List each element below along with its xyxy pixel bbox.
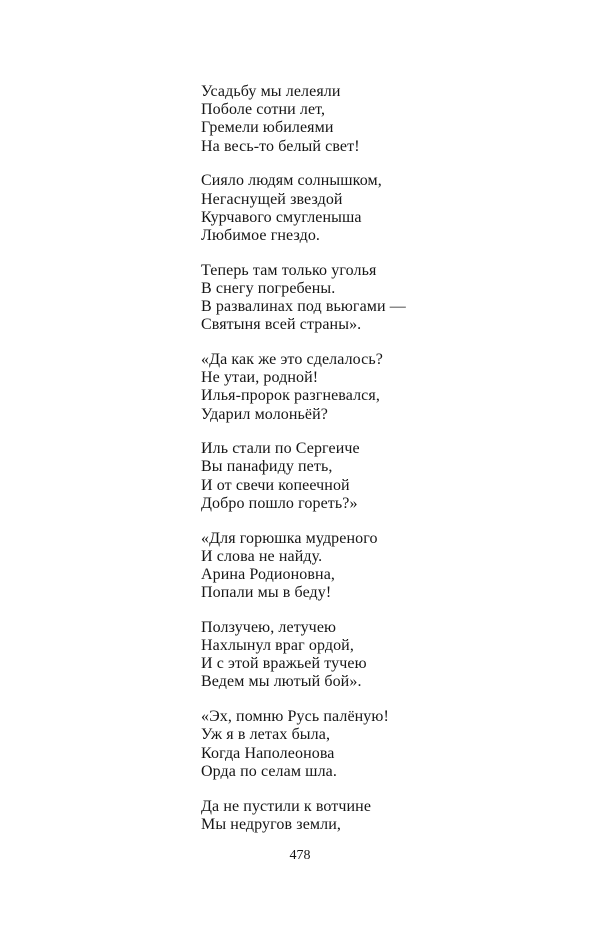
- poem-line: Не утаи, родной!: [201, 369, 319, 387]
- poem-line: Курчавого смугленыша: [201, 208, 362, 226]
- poem-line: Святыня всей страны».: [201, 316, 362, 334]
- poem-line: Гремели юбилеями: [201, 119, 334, 137]
- poem-line: Уж я в летах была,: [201, 726, 331, 744]
- stanza: [201, 619, 501, 692]
- poem-line: Поболе сотни лет,: [201, 101, 326, 119]
- stanza: [201, 262, 501, 335]
- stanza: [201, 172, 501, 245]
- poem-line: Добро пошло гореть?»: [201, 494, 358, 512]
- poem-line: «Да как же это сделалось?: [201, 350, 383, 368]
- stanza: [201, 530, 501, 603]
- poem-line: В развалинах под вьюгами —: [201, 298, 406, 316]
- poem-line: Любимое гнездо.: [201, 226, 321, 244]
- stanza: [201, 83, 501, 156]
- poem-line: На весь-то белый свет!: [201, 137, 360, 155]
- poem-line: Ведем мы лютый бой».: [201, 673, 362, 691]
- poem-line: Да не пустили к вотчине: [201, 797, 372, 815]
- poem-line: Попали мы в беду!: [201, 584, 332, 602]
- page-number: 478: [289, 848, 311, 863]
- poem-line: Ползучею, летучею: [201, 618, 337, 636]
- stanza: [201, 351, 501, 424]
- poem-line: Сияло людям солнышком,: [201, 172, 382, 190]
- poem-line: Нахлынул враг ордой,: [201, 637, 354, 655]
- stanza: [201, 440, 501, 513]
- poem-line: Илья-пророк разгневался,: [201, 387, 380, 405]
- poem-line: Орда по селам шла.: [201, 762, 337, 780]
- poem-text: [201, 83, 501, 850]
- poem-line: Когда Наполеонова: [201, 744, 335, 762]
- poem-line: И с этой вражьей тучею: [201, 655, 367, 673]
- poem-line: И от свечи копеечной: [201, 476, 350, 494]
- stanza: [201, 798, 501, 834]
- poem-line: Арина Родионовна,: [201, 565, 336, 583]
- poem-line: Вы панафиду петь,: [201, 458, 333, 476]
- poem-line: Негаснущей звездой: [201, 190, 343, 208]
- poem-line: Теперь там только уголья: [201, 261, 377, 279]
- poem-line: И слова не найду.: [201, 547, 323, 565]
- poem-line: Ударил молоньёй?: [201, 405, 328, 423]
- poem-line: «Эх, помню Русь палёную!: [201, 708, 389, 726]
- poem-line: Мы недругов земли,: [201, 815, 341, 833]
- poem-line: В снегу погребены.: [201, 279, 336, 297]
- poem-line: Иль стали по Сергеиче: [201, 440, 360, 458]
- stanza: [201, 708, 501, 781]
- poem-line: Усадьбу мы лелеяли: [201, 83, 341, 100]
- poem-line: «Для горюшка мудреного: [201, 529, 378, 547]
